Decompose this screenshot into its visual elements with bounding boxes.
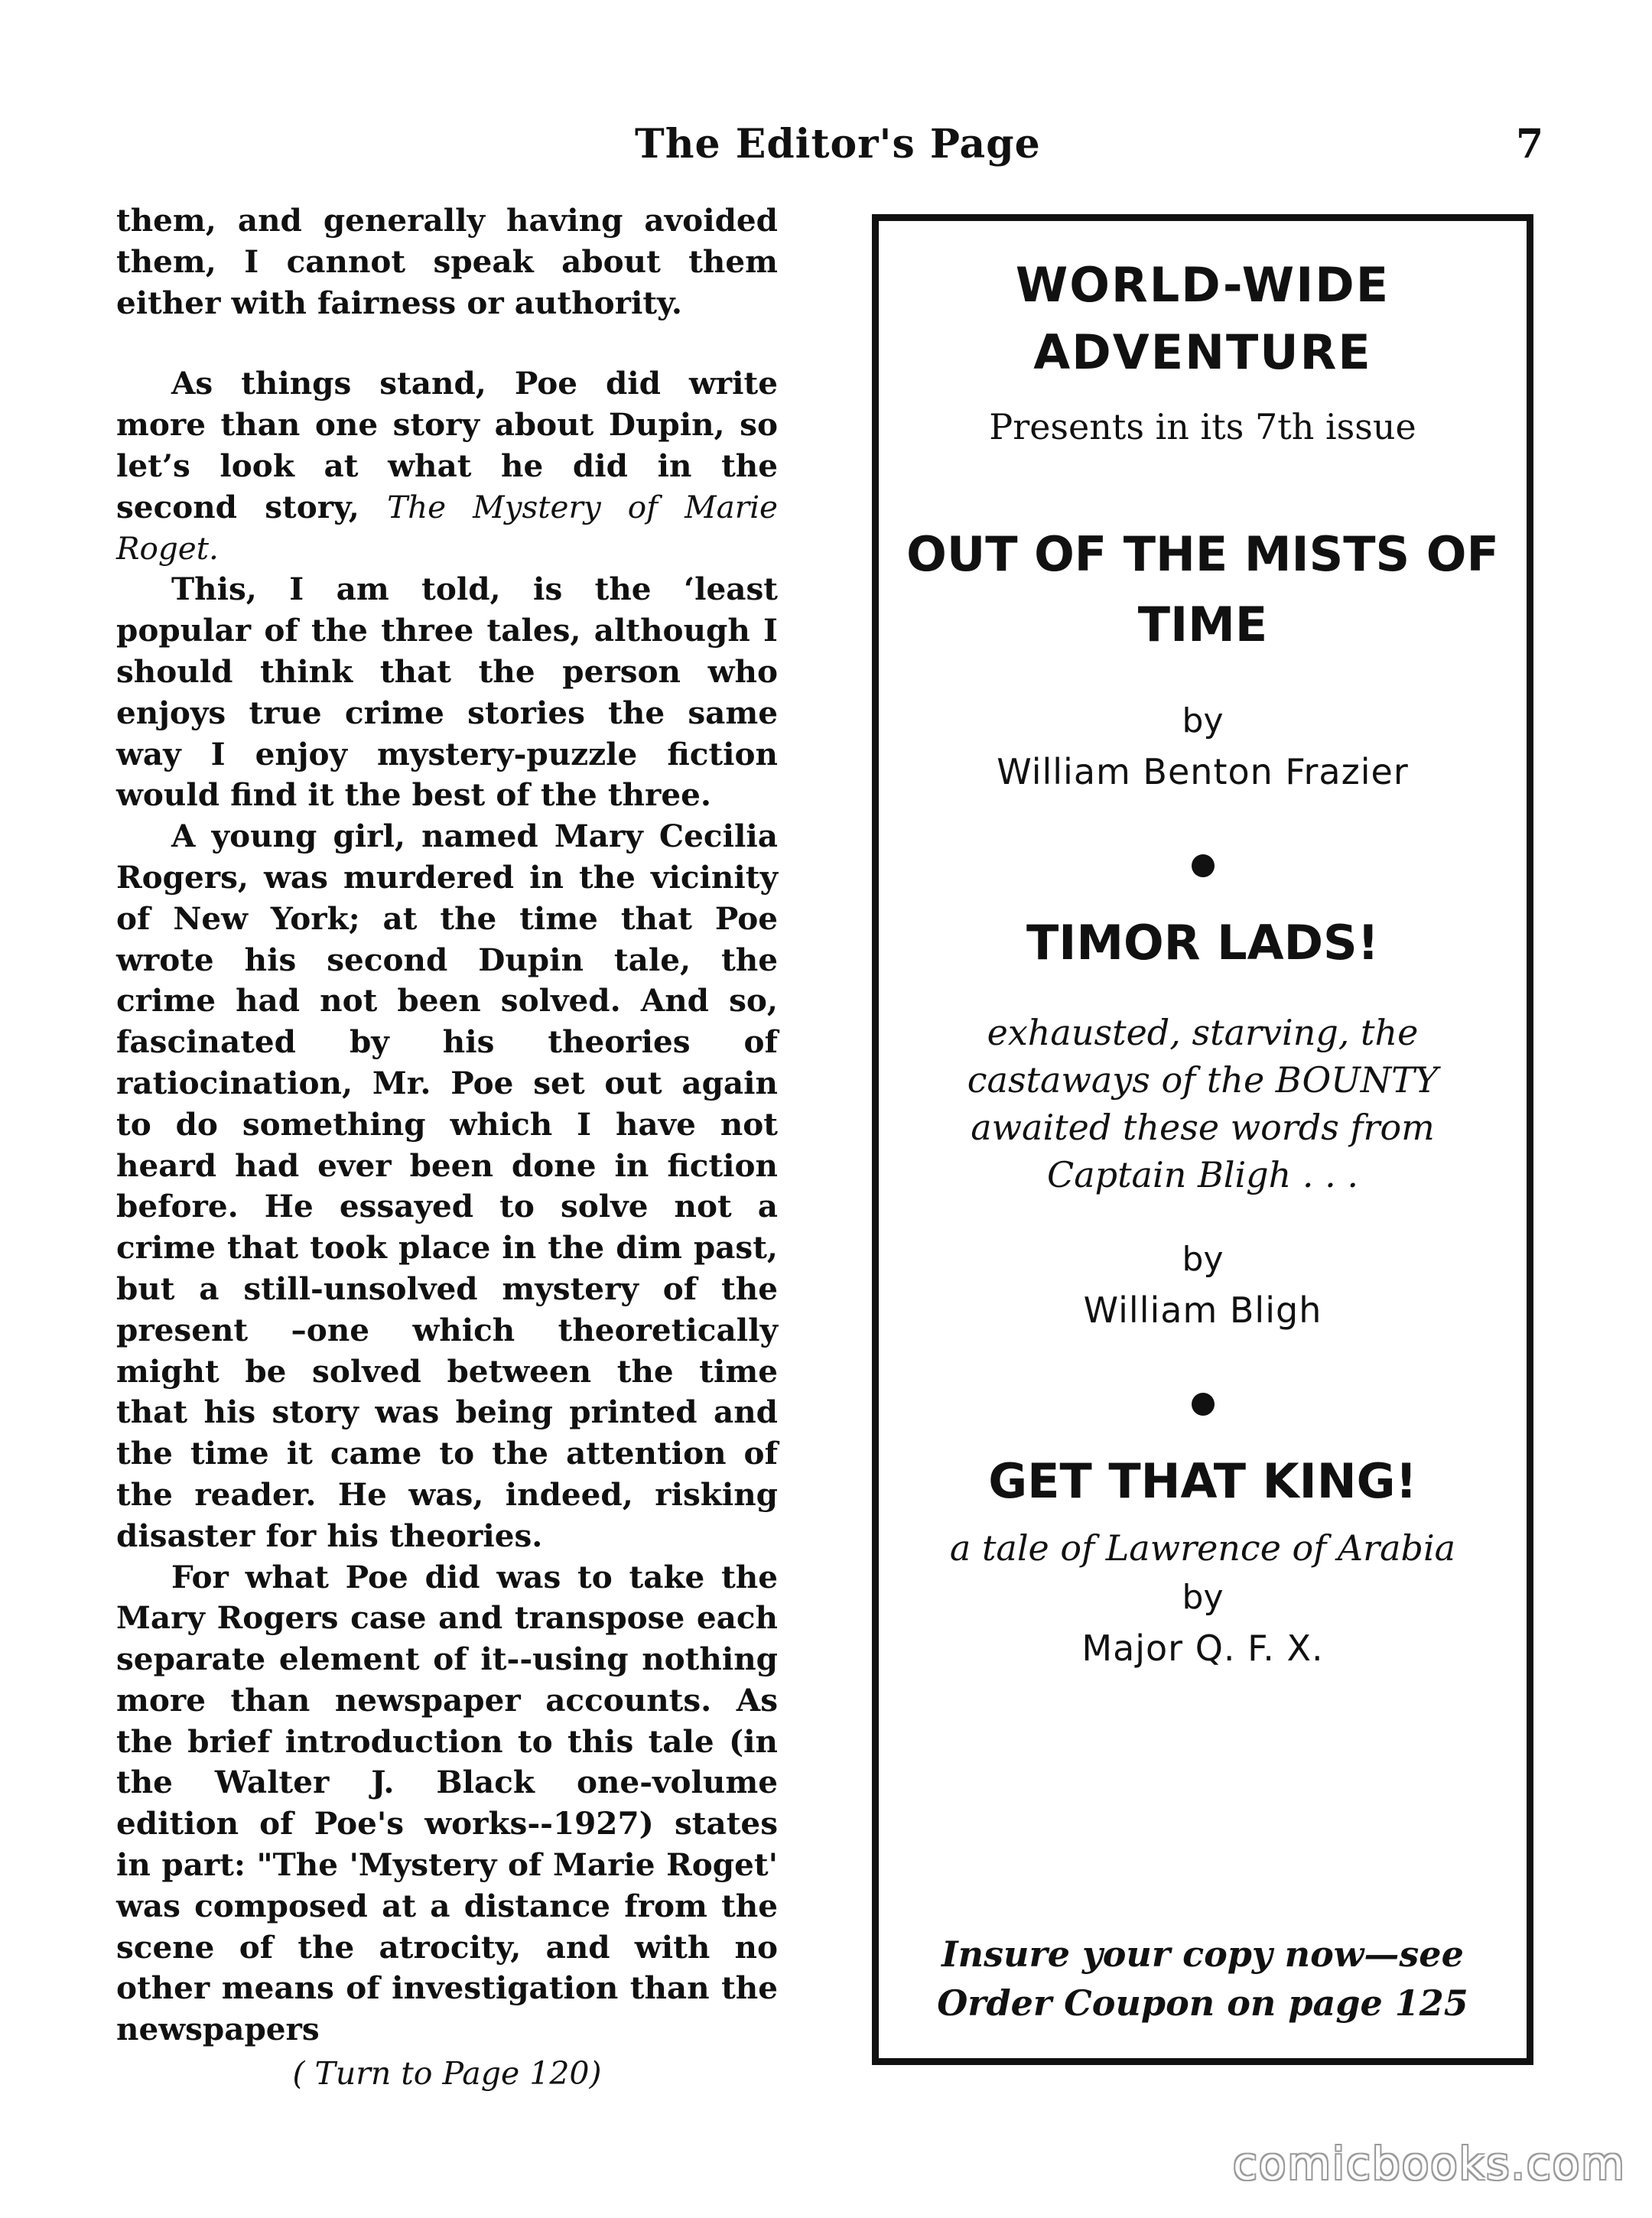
ad-story-3-by: by [1182, 1578, 1224, 1617]
ad-story-1-by: by [1182, 701, 1224, 740]
ad-story-3-title: GET THAT KING! [988, 1453, 1417, 1509]
ad-story-1-title: OUT OF THE MISTS OF TIME [906, 526, 1499, 652]
ad-story-2-by: by [1182, 1240, 1224, 1279]
watermark: comicbooks.com [1233, 2138, 1626, 2190]
ad-presents-line: Presents in its 7th issue [989, 406, 1416, 447]
ad-publication-title: WORLD-WIDE ADVENTURE [1015, 257, 1390, 380]
continued-note: ( Turn to Page 120) [292, 2055, 602, 2093]
paragraph-2 [116, 363, 778, 569]
paragraph-2-text: As things stand, Poe did write more than one story about Dupin, so let’s look at what he did in the second story, [116, 365, 778, 525]
page-number: 7 [1516, 121, 1544, 167]
paragraph-3: This, I am told, is the ‘least popular of the three tales, although I should think that the person who enjoys true crime stories the same way I enjoy mystery-puzzle fiction would find it the best of the three. [116, 571, 778, 814]
page-title: The Editor's Page [635, 121, 1041, 167]
ad-story-2-author: William Bligh [1083, 1289, 1322, 1331]
ad-order-coupon-note: Insure your copy now—see Order Coupon on page 125 [937, 1933, 1468, 2024]
ad-story-3-author: Major Q. F. X. [1081, 1628, 1324, 1669]
paragraph-1: them, and generally having avoided them, I cannot speak about them either with fairness or authority. [116, 202, 778, 321]
paragraph-5: For what Poe did was to take the Mary Rogers case and transpose each separate element of it--using nothing more than newspaper accounts. As the brief introduction to this tale (in the Walter J. Black one-volume edition of Poe's works--1927) states in part: "The 'Mystery of Marie Roget' was composed at a distance from the scene of the atrocity, and with no other means of investigation than the newspapers [116, 1558, 778, 2048]
editorial-column [116, 200, 778, 2095]
ad-story-2-description: exhausted, starving, the castaways of the BOUNTY awaited these words from Captain Bligh . . . [967, 1012, 1439, 1195]
bullet-divider-1 [1192, 854, 1215, 877]
bullet-divider-2 [1192, 1393, 1215, 1416]
ad-story-3-description: a tale of Lawrence of Arabia [949, 1527, 1456, 1569]
story-title-marie-roget: The Mystery of Marie Roget. [116, 488, 778, 567]
ad-story-1-author: William Benton Frazier [997, 751, 1409, 792]
advertisement-box [872, 214, 1533, 2065]
paragraph-4: A young girl, named Mary Cecilia Rogers, was murdered in the vicinity of New York; at the time that Poe wrote his second Dupin tale, the crime had not been solved. And so, fascinated by his theories of ratiocination, Mr. Poe set out again to do something which I have not heard had ever been done in fiction before. He essayed to solve not a crime that took place in the dim past, but a still-unsolved mystery of the present –one which theoretically might be solved between the time that his story was being printed and the time it came to the attention of the reader. He was, indeed, risking disaster for his theories. [116, 818, 778, 1554]
ad-story-2-title: TIMOR LADS! [1026, 915, 1379, 971]
